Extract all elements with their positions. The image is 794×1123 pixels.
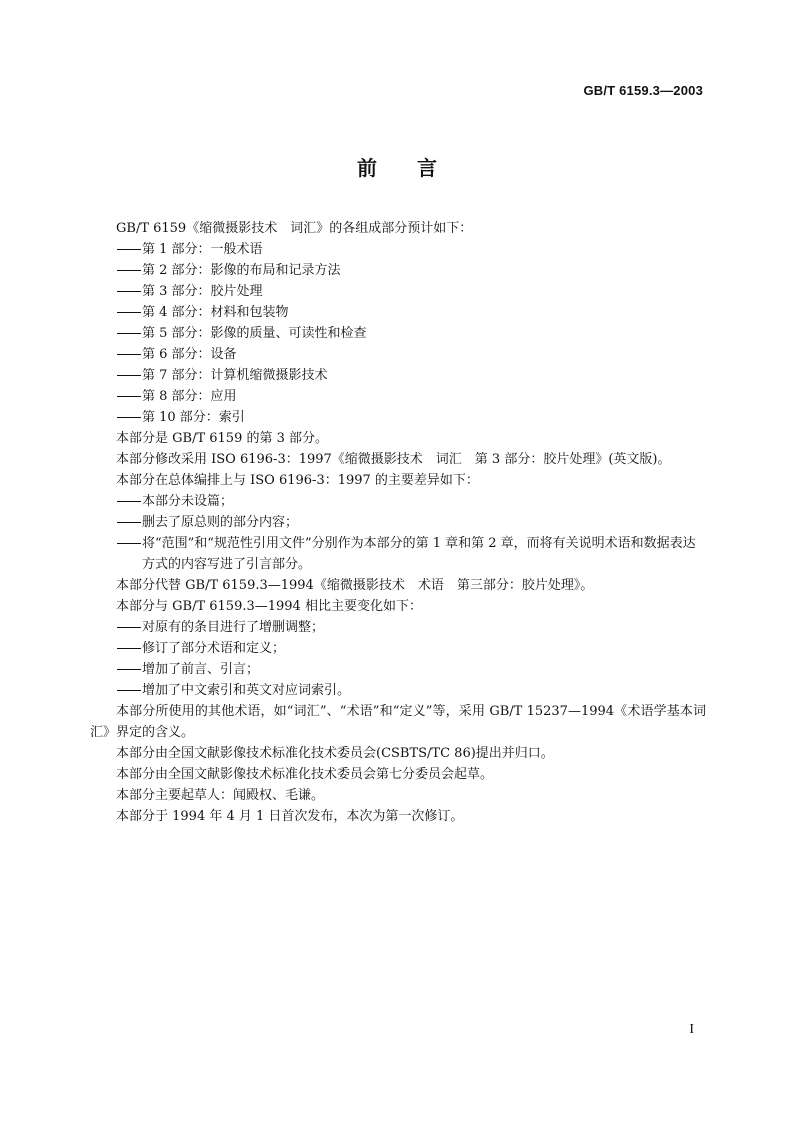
statement-terms: 本部分所使用的其他术语，如“词汇”、“术语”和“定义”等，采用 GB/T 15237—1994《术语学基本词汇》界定的含义。 xyxy=(90,704,706,740)
statement-part: 本部分是 GB/T 6159 的第 3 部分。 xyxy=(116,431,329,446)
intro-paragraph: GB/T 6159《缩微摄影技术 词汇》的各组成部分预计如下： xyxy=(116,221,473,236)
list-item xyxy=(116,533,706,575)
list-item xyxy=(116,680,706,701)
dash-mark xyxy=(116,239,142,260)
part-label: 第 8 部分：应用 xyxy=(142,389,237,404)
dash-mark xyxy=(116,260,142,281)
list-item xyxy=(116,491,706,512)
parts-list xyxy=(116,239,706,428)
dash-mark xyxy=(116,638,142,659)
change-label: 增加了前言、引言； xyxy=(142,662,260,677)
part-label: 第 6 部分：设备 xyxy=(142,347,237,362)
list-item xyxy=(116,617,706,638)
dash-mark xyxy=(116,512,142,533)
statement-replace: 本部分代替 GB/T 6159.3—1994《缩微摄影技术 术语 第三部分：胶片处理》。 xyxy=(116,578,594,593)
diff-label: 删去了原总则的部分内容； xyxy=(142,515,299,530)
change-label: 修订了部分术语和定义； xyxy=(142,641,286,656)
page-title: 前言 xyxy=(357,156,477,180)
list-item xyxy=(116,239,706,260)
change-label: 对原有的条目进行了增删调整； xyxy=(142,620,325,635)
statement-drafters: 本部分主要起草人：闻殿权、毛谦。 xyxy=(116,788,325,803)
dash-mark xyxy=(116,491,142,512)
statement-drafted: 本部分由全国文献影像技术标准化技术委员会第七分委员会起草。 xyxy=(116,767,494,782)
statement-adopt: 本部分修改采用 ISO 6196-3：1997《缩微摄影技术 词汇 第 3 部分：胶片处理》(英文版)。 xyxy=(116,452,671,467)
diff-label: 本部分未设篇； xyxy=(142,494,234,509)
dash-mark xyxy=(116,680,142,701)
dash-mark xyxy=(116,617,142,638)
list-item xyxy=(116,281,706,302)
changes-list xyxy=(116,617,706,701)
page-number: I xyxy=(689,1022,694,1037)
list-item xyxy=(116,407,706,428)
dash-mark xyxy=(116,281,142,302)
dash-mark xyxy=(116,407,142,428)
statement-diff: 本部分在总体编排上与 ISO 6196-3：1997 的主要差异如下： xyxy=(116,473,479,488)
part-label: 第 3 部分：胶片处理 xyxy=(142,284,263,299)
list-item xyxy=(116,638,706,659)
dash-mark xyxy=(116,386,142,407)
statement-history: 本部分于 1994 年 4 月 1 日首次发布，本次为第一次修订。 xyxy=(116,809,464,824)
list-item xyxy=(116,512,706,533)
part-label: 第 7 部分：计算机缩微摄影技术 xyxy=(142,368,328,383)
diff-label: 将“范围”和“规范性引用文件”分别作为本部分的第 1 章和第 2 章，而将有关说明术语和数据表达方式的内容写进了引言部分。 xyxy=(142,536,696,572)
change-label: 增加了中文索引和英文对应词索引。 xyxy=(142,683,351,698)
dash-mark xyxy=(116,344,142,365)
list-item xyxy=(116,344,706,365)
list-item xyxy=(116,260,706,281)
part-label: 第 5 部分：影像的质量、可读性和检查 xyxy=(142,326,367,341)
dash-mark xyxy=(116,365,142,386)
diff-list xyxy=(116,491,706,575)
dash-mark xyxy=(116,659,142,680)
part-label: 第 10 部分：索引 xyxy=(142,410,245,425)
standard-code: GB/T 6159.3—2003 xyxy=(583,83,703,98)
foreword-body xyxy=(90,218,706,827)
dash-mark xyxy=(116,533,142,554)
list-item xyxy=(116,323,706,344)
part-label: 第 2 部分：影像的布局和记录方法 xyxy=(142,263,341,278)
list-item xyxy=(116,365,706,386)
list-item xyxy=(116,659,706,680)
part-label: 第 4 部分：材料和包装物 xyxy=(142,305,289,320)
dash-mark xyxy=(116,302,142,323)
list-item xyxy=(116,302,706,323)
dash-mark xyxy=(116,323,142,344)
list-item xyxy=(116,386,706,407)
statement-proposed: 本部分由全国文献影像技术标准化技术委员会(CSBTS/TC 86)提出并归口。 xyxy=(116,746,554,761)
statement-changes: 本部分与 GB/T 6159.3—1994 相比主要变化如下： xyxy=(116,599,422,614)
part-label: 第 1 部分：一般术语 xyxy=(142,242,263,257)
